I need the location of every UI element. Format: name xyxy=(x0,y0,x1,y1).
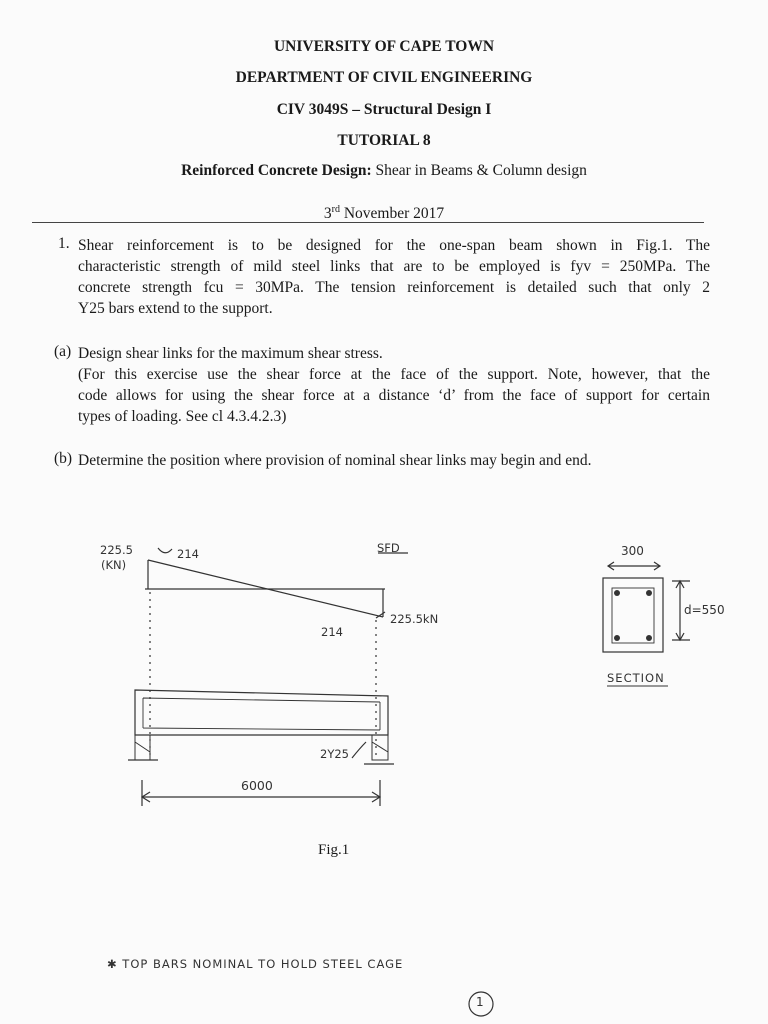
department-title: DEPARTMENT OF CIVIL ENGINEERING xyxy=(235,69,533,86)
sfd-left-inner-value: 214 xyxy=(177,547,199,561)
sfd-label: SFD xyxy=(377,541,400,555)
note-line xyxy=(107,957,403,971)
date-day: 3 xyxy=(323,205,332,223)
part-b-label: (b) xyxy=(54,450,73,467)
note-text: TOP BARS NOMINAL TO HOLD STEEL CAGE xyxy=(122,957,404,971)
asterisk-icon: ✱ xyxy=(107,957,123,971)
sfd-left-value: 225.5 xyxy=(100,543,133,557)
topic-bold: Reinforced Concrete Design: xyxy=(181,162,372,179)
section-rebar xyxy=(614,590,620,596)
sfd-right-value: 225.5kN xyxy=(390,612,439,626)
part-a-line: types of loading. See cl 4.3.4.2.3) xyxy=(78,408,287,425)
section-label: SECTION xyxy=(607,671,665,685)
question-line: concrete strength fcu = 30MPa. The tension reinforcement is detailed such that only 2 xyxy=(78,279,710,296)
right-support xyxy=(372,735,388,760)
course-title: CIV 3049S – Structural Design I xyxy=(276,101,492,118)
section-link xyxy=(612,588,654,643)
part-a-line: Design shear links for the maximum shear stress. xyxy=(78,345,383,362)
section-rebar xyxy=(646,635,652,641)
leader-bar-label xyxy=(352,742,366,758)
date-rest: November 2017 xyxy=(339,205,445,223)
question-line: Shear reinforcement is to be designed for the one-span beam shown in Fig.1. The xyxy=(78,237,710,254)
left-support xyxy=(135,735,150,760)
section-rebar xyxy=(646,590,652,596)
sfd-right-inner-value: 214 xyxy=(321,625,343,639)
beam-reinforcement xyxy=(143,698,380,730)
question-line: characteristic strength of mild steel links that are to be employed is fyv = 250MPa. The xyxy=(78,258,710,275)
span-label: 6000 xyxy=(241,778,273,793)
section-rebar xyxy=(614,635,620,641)
part-a-line: code allows for using the shear force at a distance ‘d’ from the face of support for certain xyxy=(78,387,710,404)
figure-caption: Fig.1 xyxy=(318,842,350,858)
section-depth-label: d=550 xyxy=(684,603,725,617)
bar-label: 2Y25 xyxy=(320,747,349,761)
leader-left-value xyxy=(158,548,172,553)
part-a-line: (For this exercise use the shear force at the face of the support. Note, however, that the xyxy=(78,366,710,383)
tutorial-title: TUTORIAL 8 xyxy=(337,132,431,149)
page-number: 1 xyxy=(476,995,484,1009)
part-b-line: Determine the position where provision of nominal shear links may begin and end. xyxy=(78,452,592,469)
leader-right-value xyxy=(376,612,385,618)
university-title: UNIVERSITY OF CAPE TOWN xyxy=(273,38,495,55)
question-line: Y25 bars extend to the support. xyxy=(78,300,273,317)
topic-rest: Shear in Beams & Column design xyxy=(371,162,587,179)
sfd-left-unit: (KN) xyxy=(101,558,127,572)
part-a-label: (a) xyxy=(54,343,72,360)
date-suffix: rd xyxy=(331,204,340,215)
question-number: 1. xyxy=(58,235,70,252)
section-rebars xyxy=(614,590,652,641)
section-width-label: 300 xyxy=(621,544,644,558)
